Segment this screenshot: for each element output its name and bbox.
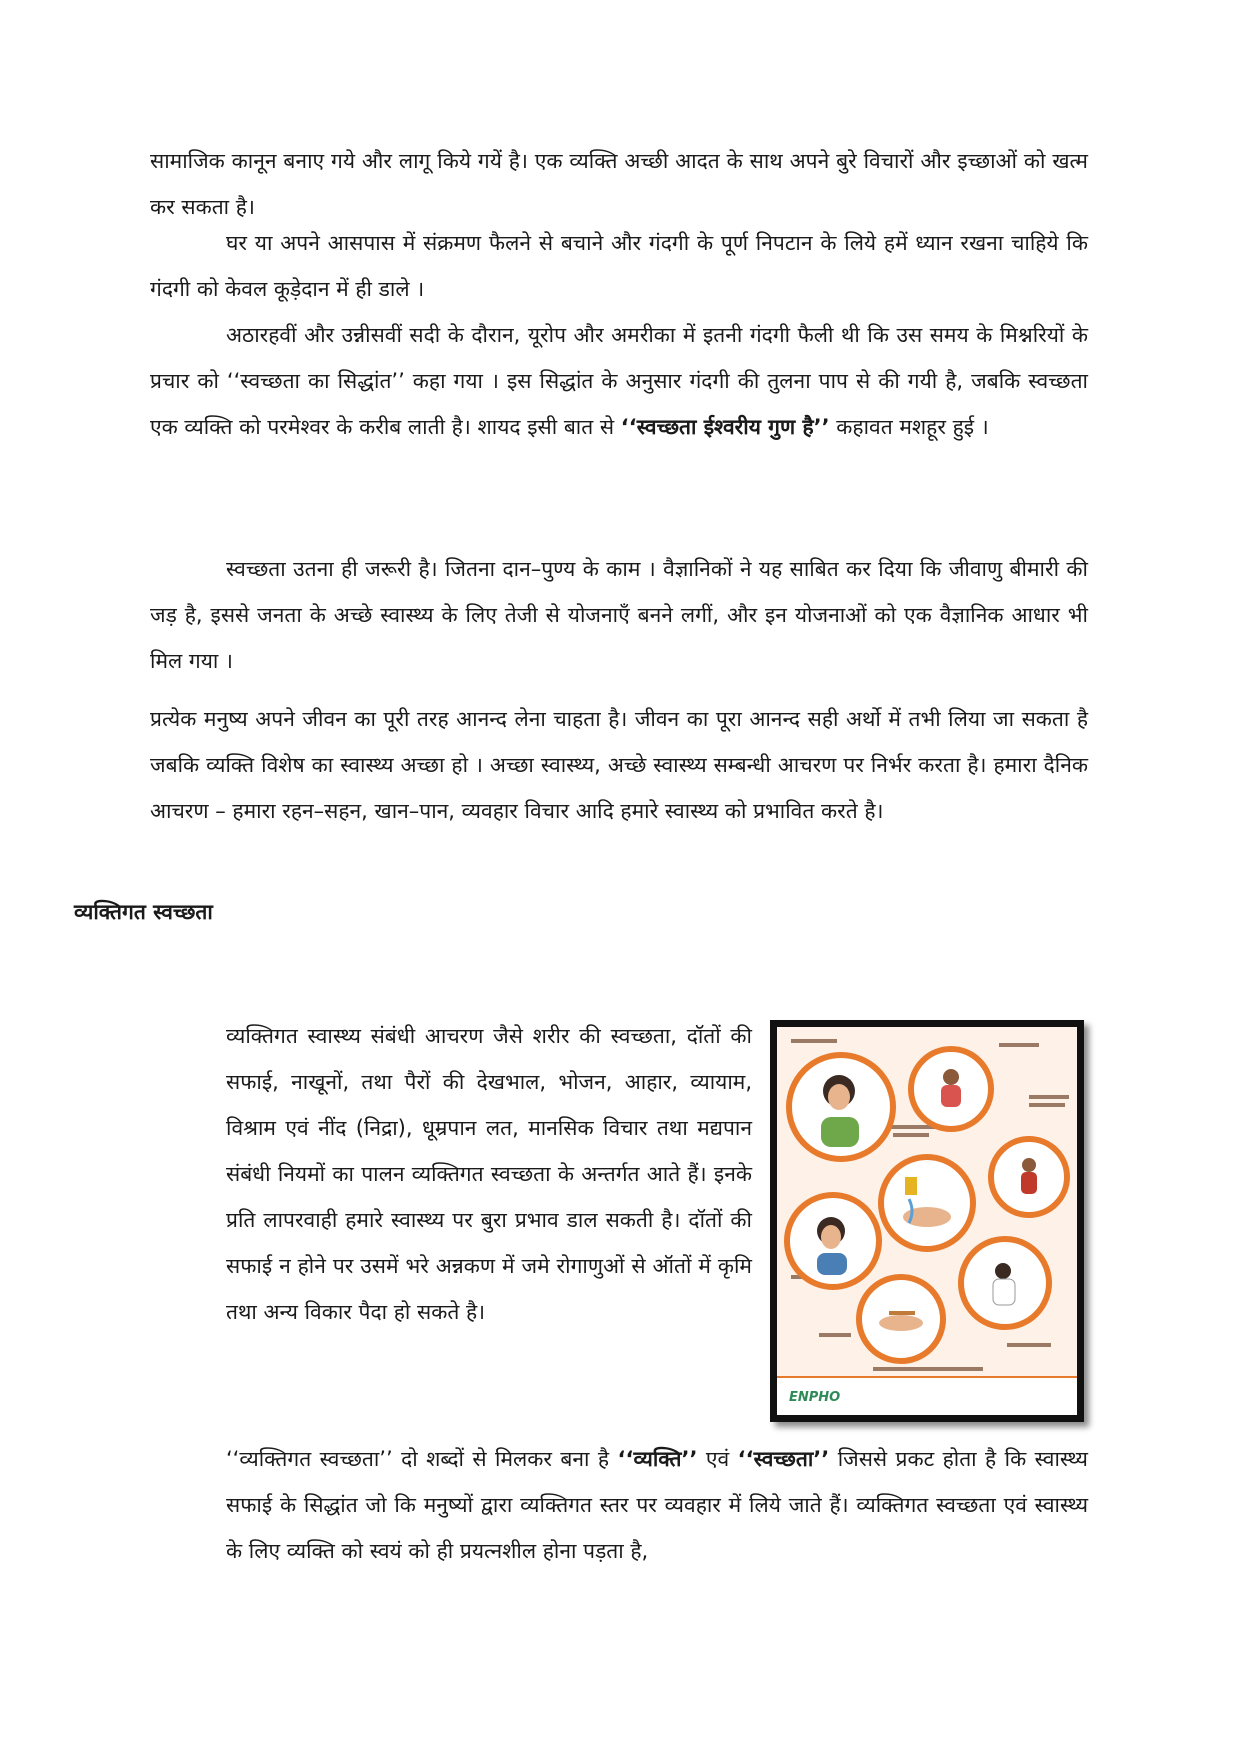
paragraph-waste-disposal: घर या अपने आसपास में संक्रमण फैलने से बचाने और गंदगी के पूर्ण निपटान के लिये हमें ध्यान रखना चाहिये कि गंदगी को केवल कूड़ेदान में ही डाले । (150, 231, 1088, 301)
paragraph-social-laws: सामाजिक कानून बनाए गये और लागू किये गयें है। एक व्यक्ति अच्छी आदत के साथ अपने बुरे विचारों और इच्छाओं को खत्म कर सकता है। (150, 149, 1088, 219)
paragraph-text: अठारहवीं और उन्नीसवीं सदी के दौरान, यूरोप और अमरीका में इतनी गंदगी फैली थी कि उस समय के मिश्नरियों के प्रचार को ‘‘स्वच्छता का सिद्धांत’’ कहा गया । इस सिद्धांत के अनुसार गंदगी की तुलना पाप से की गयी है, जबकि स्वच्छता एक व्यक्ति को परमेश्वर के करीब लाती है। शायद इसी बात से (150, 323, 1088, 439)
poster-logo: ENPHO (789, 1390, 841, 1405)
paragraph-text: ‘‘व्यक्तिगत स्वच्छता’’ दो शब्दों से मिलकर बना है (226, 1447, 610, 1471)
proverb-bold: ‘‘स्वच्छता ईश्वरीय गुण है’’ (620, 415, 830, 439)
term-bold-swachhta: ‘‘स्वच्छता’’ (737, 1447, 830, 1471)
paragraph-text: कहावत मशहूर हुई । (836, 415, 989, 439)
poster-illustration (777, 1027, 1077, 1415)
paragraph-text: जिससे प्रकट होता है कि स्वास्थ्य सफाई के सिद्धांत जो कि मनुष्यों द्वारा व्यक्तिगत स्तर पर व्यवहार में लिये जाते हैं। व्यक्तिगत स्वच्छता एवं स्वास्थ्य के लिए व्यक्ति को स्वयं को ही प्रयत्नशील होना पड़ता है, (226, 1447, 1088, 1563)
section-heading: व्यक्तिगत स्वच्छता (74, 900, 213, 924)
paragraph-cleanliness-doctrine (150, 312, 1088, 450)
paragraph-personal-hygiene-definition (226, 1436, 1088, 1574)
hygiene-poster-image (770, 1020, 1084, 1422)
paragraph-personal-health: व्यक्तिगत स्वास्थ्य संबंधी आचरण जैसे शरीर की स्वच्छता, दॉतों की सफाई, नाखूनों, तथा पैरों की देखभाल, भोजन, आहार, व्यायाम, विश्राम एवं नींद (निद्रा), धूम्रपान लत, मानसिक विचार तथा मद्यपान संबंधी नियमों का पालन व्यक्तिगत स्वच्छता के अन्तर्गत आते हैं। इनके प्रति लापरवाही हमारे स्वास्थ्य पर बुरा प्रभाव डाल सकती है। दॉतों की सफाई न होने पर उसमें भरे अन्नकण में जमे रोगाणुओं से ऑतों में कृमि तथा अन्य विकार पैदा हो सकते है। (226, 1024, 752, 1324)
paragraph-enjoy-life: प्रत्येक मनुष्य अपने जीवन का पूरी तरह आनन्द लेना चाहता है। जीवन का पूरा आनन्द सही अर्थो में तभी लिया जा सकता है जबकि व्यक्ति विशेष का स्वास्थ्य अच्छा हो । अच्छा स्वास्थ्य, अच्छे स्वास्थ्य सम्बन्धी आचरण पर निर्भर करता है। हमारा दैनिक आचरण – हमारा रहन–सहन, खान–पान, व्यवहार विचार आदि हमारे स्वास्थ्य को प्रभावित करते है। (150, 707, 1088, 823)
paragraph-germ-theory: स्वच्छता उतना ही जरूरी है। जितना दान–पुण्य के काम । वैज्ञानिकों ने यह साबित कर दिया कि जीवाणु बीमारी की जड़ है, इससे जनता के अच्छे स्वास्थ्य के लिए तेजी से योजनाएँ बनने लगीं, और इन योजनाओं को एक वैज्ञानिक आधार भी मिल गया । (150, 557, 1088, 673)
paragraph-text: एवं (705, 1447, 730, 1471)
term-bold-vyakti: ‘‘व्यक्ति’’ (617, 1447, 698, 1471)
